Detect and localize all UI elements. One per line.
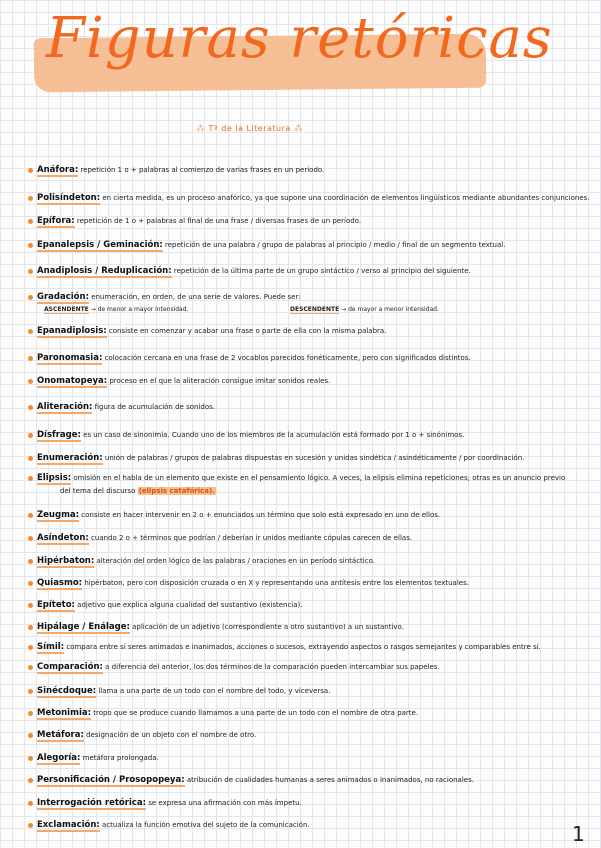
- list-item-text: [37, 510, 440, 521]
- figure-term: Hipérbaton:: [37, 556, 95, 566]
- figure-term: Personificación / Prosopopeya:: [37, 775, 185, 785]
- gradacion-asc: [44, 306, 188, 313]
- elipsis-line2: del tema del discurso: [60, 487, 138, 495]
- figure-term: Anadiplosis / Reduplicación:: [37, 266, 172, 276]
- figure-term: Aliteración:: [37, 402, 93, 412]
- list-item-text: [37, 533, 412, 544]
- list-item-text: [37, 453, 524, 464]
- figure-term: Exclamación:: [37, 820, 100, 830]
- figure-definition: colocación cercana en una frase de 2 vocablos parecidos fonéticamente, pero con significados distintos.: [102, 354, 471, 362]
- figure-term: Sinécdoque:: [37, 686, 97, 696]
- list-item-text: [37, 240, 505, 251]
- bullet-icon: [28, 513, 33, 518]
- figure-term: Enumeración:: [37, 453, 103, 463]
- figure-term: Polisíndeton:: [37, 193, 101, 203]
- figure-definition: aplicación de un adjetivo (correspondiente a otro sustantivo) a un sustantivo.: [129, 623, 404, 631]
- figure-definition: enumeración, en orden, de una serie de valores. Puede ser:: [88, 293, 301, 301]
- elipsis-highlight: (elipsis catafórica).: [138, 487, 215, 495]
- list-item-text: [37, 376, 330, 387]
- sparkle-icon: ⁂: [196, 124, 206, 134]
- list-item-text: [37, 292, 301, 303]
- figure-definition: designación de un objeto con el nombre de otro.: [83, 731, 257, 739]
- figure-definition: actualiza la función emotiva del sujeto de la comunicación.: [99, 821, 310, 829]
- bullet-icon: [28, 581, 33, 586]
- list-item-text: [37, 165, 324, 176]
- page-number: 1: [572, 822, 585, 846]
- bullet-icon: [28, 689, 33, 694]
- figure-definition: atribución de cualidades humanas a seres animados o inanimados, no racionales.: [184, 776, 474, 784]
- bullet-icon: [28, 778, 33, 783]
- figure-term: Asíndeton:: [37, 533, 89, 543]
- figure-definition: repetición 1 o + palabras al comienzo de varias frases en un período.: [78, 166, 325, 174]
- bullet-icon: [28, 269, 33, 274]
- bullet-icon: [28, 243, 33, 248]
- list-item-text: [37, 775, 474, 786]
- figure-term: Anáfora:: [37, 165, 79, 175]
- bullet-icon: [28, 476, 33, 481]
- gradacion-asc-text: → de menor a mayor intensidad.: [90, 306, 189, 313]
- subtitle-text: Tª de la Literatura: [208, 124, 291, 133]
- bullet-icon: [28, 433, 33, 438]
- list-item-text: [37, 622, 404, 633]
- bullet-icon: [28, 196, 33, 201]
- page-title: Figuras retóricas: [46, 6, 553, 71]
- figure-definition: hipérbaton, pero con disposición cruzada o en X y representando una antítesis entre los elementos textuales.: [82, 579, 469, 587]
- bullet-icon: [28, 295, 33, 300]
- bullet-icon: [28, 625, 33, 630]
- list-item-text: [37, 600, 303, 611]
- figure-term: Interrogación retórica:: [37, 798, 147, 808]
- bullet-icon: [28, 665, 33, 670]
- figure-definition: consiste en hacer intervenir en 2 o + enunciados un término que solo está expresado en uno de ellos.: [79, 511, 441, 519]
- figure-definition: compara entre sí seres animados e inanimados, acciones o sucesos, extrayendo aspectos o rasgos semejantes y comparables entre sí.: [64, 643, 541, 651]
- list-item-text: [37, 578, 469, 589]
- bullet-icon: [28, 379, 33, 384]
- list-item-text: [37, 662, 440, 673]
- list-item-text: [37, 708, 418, 719]
- list-item-text: [37, 798, 302, 809]
- bullet-icon: [28, 645, 33, 650]
- figure-definition: en cierta medida, es un proceso anafórico, ya que supone una coordinación de elementos lingüísticos mediante abundantes conjunciones.: [100, 194, 590, 202]
- list-item-text: [37, 642, 541, 653]
- list-item-text: [37, 686, 330, 697]
- figure-definition: unión de palabras / grupos de palabras dispuestas en sucesión y unidas sindética / asindéticamente / por coordinación.: [102, 454, 525, 462]
- bullet-icon: [28, 711, 33, 716]
- figure-term: Elipsis:: [37, 473, 72, 483]
- list-item-text: [37, 353, 471, 364]
- bullet-icon: [28, 603, 33, 608]
- figure-term: Comparación:: [37, 662, 103, 672]
- figure-definition: cuando 2 o + términos que podrían / deberían ir unidos mediante cópulas carecen de ellas.: [88, 534, 413, 542]
- figure-definition: llama a una parte de un todo con el nombre del todo, y viceversa.: [96, 687, 331, 695]
- figure-term: Símil:: [37, 642, 65, 652]
- bullet-icon: [28, 356, 33, 361]
- figure-definition: repetición de una palabra / grupo de palabras al principio / medio / final de un segmento textual.: [162, 241, 506, 249]
- figure-definition: omisión en el habla de un elemento que existe en el pensamiento lógico. A veces, la elipsis elimina repeticiones; otras es un anuncio previo: [71, 474, 566, 482]
- bullet-icon: [28, 329, 33, 334]
- list-item-text: [37, 753, 159, 764]
- bullet-icon: [28, 219, 33, 224]
- figure-term: Dísfrage:: [37, 430, 81, 440]
- list-item-text: [37, 730, 256, 741]
- figure-term: Metáfora:: [37, 730, 84, 740]
- figure-definition: figura de acumulación de sonidos.: [92, 403, 215, 411]
- bullet-icon: [28, 733, 33, 738]
- list-item-text: [37, 473, 565, 484]
- figure-definition: tropo que se produce cuando llamamos a una parte de un todo con el nombre de otra parte.: [91, 709, 419, 717]
- bullet-icon: [28, 168, 33, 173]
- figure-term: Epanadiplosis:: [37, 326, 107, 336]
- figure-term: Onomatopeya:: [37, 376, 108, 386]
- list-item-text: [37, 820, 310, 831]
- bullet-icon: [28, 756, 33, 761]
- figure-definition: es un caso de sinonimia. Cuando uno de los miembros de la acumulación está formado por 1 o + sinónimos.: [80, 431, 465, 439]
- figure-term: Epanalepsis / Geminación:: [37, 240, 163, 250]
- bullet-icon: [28, 405, 33, 410]
- figure-term: Epíteto:: [37, 600, 75, 610]
- bullet-icon: [28, 456, 33, 461]
- figure-definition: repetición de la última parte de un grupo sintáctico / verso al principio del siguiente.: [171, 267, 471, 275]
- figure-definition: a diferencia del anterior, los dos términos de la comparación pueden intercambiar sus papeles.: [102, 663, 440, 671]
- gradacion-desc: [290, 306, 439, 313]
- list-item-text: [37, 430, 464, 441]
- bullet-icon: [28, 823, 33, 828]
- figure-term: Gradación:: [37, 292, 89, 302]
- figure-term: Epífora:: [37, 216, 75, 226]
- gradacion-asc-label: ASCENDENTE: [44, 306, 89, 313]
- gradacion-desc-label: DESCENDENTE: [290, 306, 340, 313]
- figure-definition: consiste en comenzar y acabar una frase o parte de ella con la misma palabra.: [106, 327, 387, 335]
- figure-definition: se expresa una afirmación con más ímpetu.: [146, 799, 302, 807]
- figure-definition: metáfora prolongada.: [80, 754, 159, 762]
- figure-term: Paronomasia:: [37, 353, 103, 363]
- figure-term: Quiasmo:: [37, 578, 83, 588]
- elipsis-continuation: [60, 487, 216, 495]
- list-item-text: [37, 193, 590, 204]
- list-item-text: [37, 216, 361, 227]
- list-item-text: [37, 402, 215, 413]
- figure-term: Alegoría:: [37, 753, 81, 763]
- sparkle-icon: ⁂: [293, 124, 304, 134]
- list-item-text: [37, 556, 375, 567]
- bullet-icon: [28, 536, 33, 541]
- figure-term: Hipálage / Enálage:: [37, 622, 130, 632]
- bullet-icon: [28, 801, 33, 806]
- list-item-text: [37, 326, 386, 337]
- bullet-icon: [28, 559, 33, 564]
- figure-definition: adjetivo que explica alguna cualidad del sustantivo (existencia).: [74, 601, 303, 609]
- list-item-text: [37, 266, 471, 277]
- figure-definition: proceso en el que la aliteración consigue imitar sonidos reales.: [107, 377, 331, 385]
- figure-term: Metonimia:: [37, 708, 91, 718]
- figure-definition: repetición de 1 o + palabras al final de una frase / diversas frases de un período.: [74, 217, 362, 225]
- figure-term: Zeugma:: [37, 510, 80, 520]
- gradacion-desc-text: → de mayor a menor intensidad.: [341, 306, 439, 313]
- figure-definition: alteración del orden lógico de las palabras / oraciones en un período sintáctico.: [94, 557, 375, 565]
